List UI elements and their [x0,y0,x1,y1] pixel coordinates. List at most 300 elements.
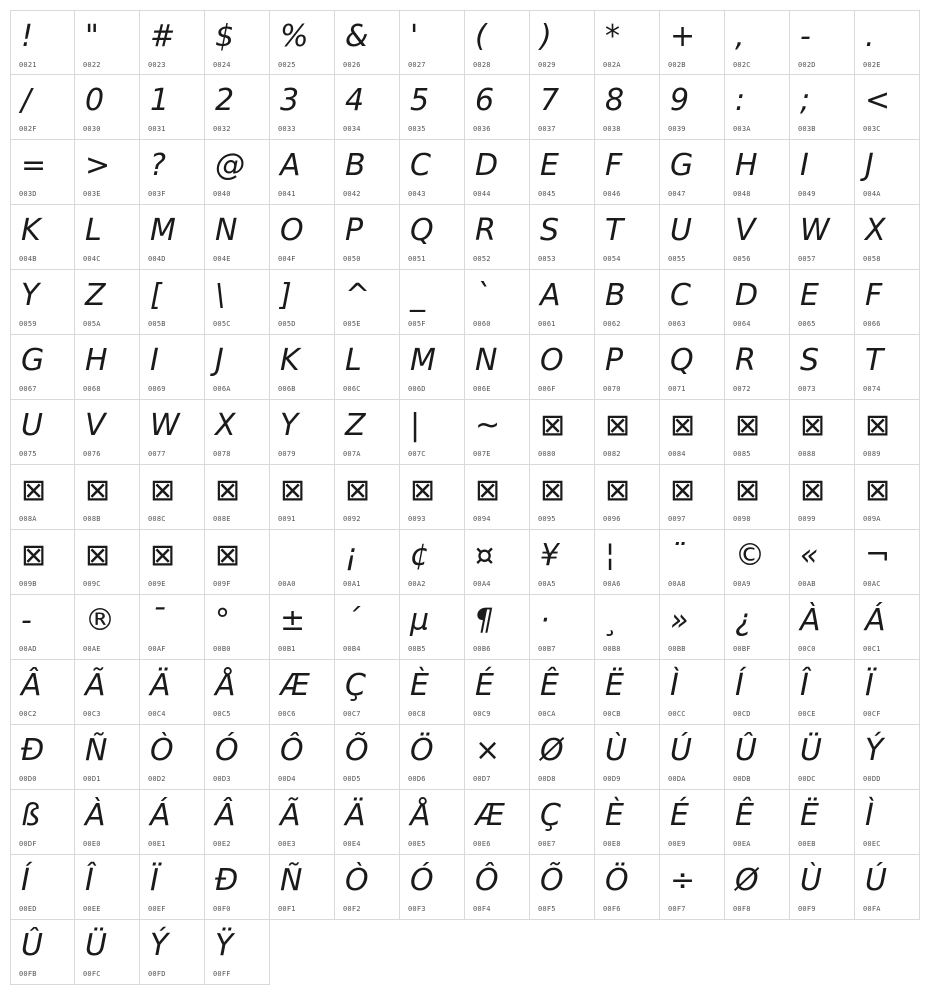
glyph-codepoint-label: 0070 [603,385,621,393]
glyph-codepoint-label: 0065 [798,320,816,328]
glyph-cell [400,400,465,465]
glyph-cell [660,140,725,205]
glyph-character: ± [280,603,306,638]
glyph-codepoint-label: 00E0 [83,840,101,848]
glyph-codepoint-label: 00CE [798,710,816,718]
glyph-character: Ô [280,733,304,768]
glyph-character: Ó [215,733,239,768]
glyph-cell [790,270,855,335]
glyph-codepoint-label: 00C2 [19,710,37,718]
glyph-codepoint-label: 00D5 [343,775,361,783]
glyph-cell [790,335,855,400]
glyph-character: ⊠ [800,408,826,443]
glyph-codepoint-label: 0025 [278,61,296,69]
glyph-cell [725,140,790,205]
glyph-character: ⊠ [215,538,241,573]
glyph-character: Ô [475,863,499,898]
glyph-character: ( [475,19,487,54]
glyph-cell [75,595,140,660]
glyph-character: ` [475,278,490,313]
glyph-cell [530,530,595,595]
glyph-character: 3 [280,83,300,118]
glyph-character: ⊠ [865,473,891,508]
glyph-cell [205,75,270,140]
glyph-character: Ä [150,668,171,703]
glyph-cell [595,855,660,920]
glyph-cell [270,140,335,205]
glyph-cell [140,920,205,985]
glyph-character: ´ [345,603,360,638]
glyph-cell [530,790,595,855]
glyph-codepoint-label: 00CF [863,710,881,718]
glyph-character: I [150,343,159,378]
glyph-character: ⊠ [21,473,47,508]
glyph-character: * [605,19,620,54]
glyph-codepoint-label: 00CD [733,710,751,718]
glyph-character: L [85,213,102,248]
glyph-cell [400,140,465,205]
glyph-character: 5 [410,83,430,118]
glyph-cell [140,205,205,270]
glyph-codepoint-label: 0056 [733,255,751,263]
glyph-cell [465,530,530,595]
glyph-cell [725,335,790,400]
glyph-codepoint-label: 0032 [213,125,231,133]
glyph-character: Î [85,863,94,898]
glyph-character: Ú [865,863,887,898]
glyph-codepoint-label: 0037 [538,125,556,133]
glyph-codepoint-label: 0054 [603,255,621,263]
glyph-cell [595,270,660,335]
glyph-cell [530,725,595,790]
glyph-cell [335,10,400,75]
glyph-cell [75,660,140,725]
glyph-character: Ú [670,733,692,768]
glyph-codepoint-label: 008C [148,515,166,523]
glyph-cell [205,465,270,530]
glyph-cell [530,855,595,920]
glyph-codepoint-label: 009F [213,580,231,588]
glyph-codepoint-label: 00E4 [343,840,361,848]
glyph-character: N [215,213,238,248]
glyph-character: Ì [865,798,874,833]
glyph-cell [205,140,270,205]
glyph-codepoint-label: 00B0 [213,645,231,653]
glyph-character: E [540,148,559,183]
glyph-cell [10,270,75,335]
glyph-codepoint-label: 0098 [733,515,751,523]
glyph-character: » [670,603,689,638]
glyph-character: Ù [800,863,822,898]
glyph-character: B [345,148,366,183]
glyph-character: I [800,148,809,183]
glyph-codepoint-label: 00AF [148,645,166,653]
glyph-codepoint-label: 0073 [798,385,816,393]
glyph-character: ! [21,19,34,54]
glyph-cell [270,205,335,270]
glyph-codepoint-label: 0078 [213,450,231,458]
glyph-cell [465,335,530,400]
glyph-cell [75,920,140,985]
glyph-cell [595,790,660,855]
glyph-cell [205,725,270,790]
glyph-character: Å [410,798,431,833]
glyph-character: R [475,213,496,248]
glyph-character: Ï [865,668,874,703]
glyph-codepoint-label: 006D [408,385,426,393]
glyph-cell [400,790,465,855]
glyph-codepoint-label: 0089 [863,450,881,458]
glyph-character: ⊠ [540,408,566,443]
glyph-character: ⊠ [540,473,566,508]
glyph-character: Î [800,668,809,703]
glyph-cell [270,75,335,140]
glyph-character: F [865,278,883,313]
glyph-character: ⊠ [150,473,176,508]
glyph-character: Ø [735,863,759,898]
glyph-codepoint-label: 0026 [343,61,361,69]
glyph-cell [790,400,855,465]
glyph-character: U [21,408,43,443]
glyph-cell [10,75,75,140]
glyph-character: À [800,603,821,638]
glyph-character: + [670,19,696,54]
glyph-character: M [410,343,436,378]
glyph-cell [270,335,335,400]
glyph-character: © [735,538,765,573]
glyph-codepoint-label: 00B1 [278,645,296,653]
glyph-character: ¤ [475,538,495,573]
glyph-character: Ð [21,733,45,768]
glyph-cell [660,400,725,465]
glyph-character: Õ [540,863,564,898]
glyph-codepoint-label: 008A [19,515,37,523]
glyph-codepoint-label: 0091 [278,515,296,523]
glyph-cell [725,465,790,530]
glyph-character: Ü [85,928,107,963]
glyph-character: \ [215,278,226,313]
glyph-character: Ã [280,798,301,833]
glyph-codepoint-label: 00C0 [798,645,816,653]
glyph-codepoint-label: 00D1 [83,775,101,783]
glyph-cell [790,205,855,270]
glyph-cell [400,855,465,920]
glyph-cell [10,530,75,595]
glyph-codepoint-label: 00EC [863,840,881,848]
glyph-character: Á [150,798,171,833]
glyph-cell [725,595,790,660]
glyph-cell [10,725,75,790]
glyph-codepoint-label: 0064 [733,320,751,328]
glyph-codepoint-label: 00DA [668,775,686,783]
glyph-codepoint-label: 00C1 [863,645,881,653]
glyph-character: 9 [670,83,690,118]
glyph-codepoint-label: 0088 [798,450,816,458]
glyph-cell [855,660,920,725]
glyph-cell [400,595,465,660]
glyph-codepoint-label: 00DD [863,775,881,783]
glyph-character: % [280,19,309,54]
glyph-character: Â [21,668,42,703]
glyph-character: ⊠ [215,473,241,508]
glyph-cell [335,270,400,335]
glyph-cell [660,725,725,790]
glyph-codepoint-label: 00F1 [278,905,296,913]
glyph-codepoint-label: 0022 [83,61,101,69]
glyph-cell [205,855,270,920]
glyph-cell [270,725,335,790]
glyph-character: Æ [475,798,505,833]
glyph-cell [790,530,855,595]
glyph-cell [790,75,855,140]
glyph-character: 0 [85,83,105,118]
glyph-codepoint-label: 00FA [863,905,881,913]
glyph-codepoint-label: 0095 [538,515,556,523]
glyph-character: « [800,538,819,573]
glyph-codepoint-label: 004B [19,255,37,263]
glyph-character: µ [410,603,430,638]
glyph-codepoint-label: 00AD [19,645,37,653]
glyph-character: Ä [345,798,366,833]
glyph-character: " [85,19,99,54]
glyph-cell [10,10,75,75]
glyph-cell [595,725,660,790]
glyph-codepoint-label: 0084 [668,450,686,458]
glyph-character: J [215,343,224,378]
glyph-cell [595,205,660,270]
glyph-character: Å [215,668,236,703]
glyph-codepoint-label: 00A8 [668,580,686,588]
glyph-character: ~ [475,408,501,443]
glyph-character: W [800,213,830,248]
glyph-character: 8 [605,83,625,118]
glyph-cell [465,595,530,660]
glyph-cell [270,10,335,75]
glyph-codepoint-label: 00F2 [343,905,361,913]
glyph-cell [335,400,400,465]
glyph-character: ⊠ [475,473,501,508]
glyph-character: C [410,148,431,183]
glyph-character: Y [21,278,40,313]
glyph-codepoint-label: 0068 [83,385,101,393]
glyph-character: Ã [85,668,106,703]
glyph-codepoint-label: 00D2 [148,775,166,783]
glyph-character: B [605,278,626,313]
glyph-character: ¨ [670,538,685,573]
glyph-codepoint-label: 00E1 [148,840,166,848]
glyph-character: Q [670,343,694,378]
glyph-cell [205,10,270,75]
glyph-character: ¥ [540,538,560,573]
glyph-cell [855,400,920,465]
glyph-cell [335,140,400,205]
glyph-cell [660,205,725,270]
glyph-cell [75,725,140,790]
glyph-cell [530,205,595,270]
glyph-cell [855,465,920,530]
glyph-cell [595,140,660,205]
glyph-character: Í [735,668,744,703]
glyph-character: ¶ [475,603,495,638]
glyph-codepoint-label: 00FF [213,970,231,978]
glyph-cell [660,465,725,530]
glyph-codepoint-label: 00A6 [603,580,621,588]
glyph-codepoint-label: 00DB [733,775,751,783]
glyph-codepoint-label: 00BB [668,645,686,653]
glyph-cell [10,790,75,855]
glyph-character: Ö [605,863,629,898]
glyph-cell [725,855,790,920]
glyph-codepoint-label: 003A [733,125,751,133]
glyph-character: È [605,798,624,833]
glyph-codepoint-label: 007C [408,450,426,458]
glyph-character: É [670,798,689,833]
glyph-cell [335,855,400,920]
glyph-codepoint-label: 00FB [19,970,37,978]
glyph-character: ® [85,603,115,638]
glyph-character: Û [735,733,757,768]
glyph-cell [595,595,660,660]
glyph-codepoint-label: 00F5 [538,905,556,913]
glyph-codepoint-label: 00E3 [278,840,296,848]
glyph-cell [595,10,660,75]
glyph-cell [400,465,465,530]
glyph-cell [790,725,855,790]
glyph-cell [75,855,140,920]
glyph-codepoint-label: 002B [668,61,686,69]
glyph-cell [530,140,595,205]
glyph-cell [725,530,790,595]
glyph-codepoint-label: 00CB [603,710,621,718]
glyph-character: ⊠ [345,473,371,508]
glyph-codepoint-label: 00FD [148,970,166,978]
glyph-character: Ï [150,863,159,898]
glyph-codepoint-label: 0035 [408,125,426,133]
glyph-codepoint-label: 0030 [83,125,101,133]
glyph-cell [10,855,75,920]
glyph-codepoint-label: 0069 [148,385,166,393]
glyph-cell [530,270,595,335]
glyph-character: Ì [670,668,679,703]
glyph-cell [790,140,855,205]
glyph-cell [400,10,465,75]
glyph-cell [400,660,465,725]
glyph-character: ⊠ [605,408,631,443]
glyph-character: < [865,83,891,118]
glyph-character: T [865,343,884,378]
glyph-character: D [475,148,499,183]
glyph-cell [530,10,595,75]
glyph-character: Ñ [85,733,108,768]
glyph-codepoint-label: 0071 [668,385,686,393]
glyph-character: É [475,668,494,703]
glyph-character: ¬ [865,538,891,573]
glyph-character: U [670,213,692,248]
glyph-character: Z [345,408,366,443]
glyph-character: Á [865,603,886,638]
glyph-codepoint-label: 0028 [473,61,491,69]
glyph-character: Ó [410,863,434,898]
glyph-codepoint-label: 00D9 [603,775,621,783]
glyph-character: H [85,343,108,378]
glyph-character: N [475,343,498,378]
glyph-codepoint-label: 0066 [863,320,881,328]
glyph-character: ) [540,19,552,54]
glyph-cell [790,10,855,75]
glyph-codepoint-label: 005A [83,320,101,328]
glyph-cell [465,725,530,790]
glyph-codepoint-label: 00E7 [538,840,556,848]
glyph-character: J [865,148,874,183]
glyph-character: ¯ [150,603,165,638]
glyph-character: 1 [150,83,170,118]
glyph-codepoint-label: 005E [343,320,361,328]
glyph-character: Y [280,408,299,443]
glyph-character: E [800,278,819,313]
glyph-cell [10,140,75,205]
glyph-codepoint-label: 004D [148,255,166,263]
glyph-codepoint-label: 00C9 [473,710,491,718]
glyph-character: 6 [475,83,495,118]
glyph-codepoint-label: 00E2 [213,840,231,848]
glyph-character: A [540,278,561,313]
glyph-cell [75,400,140,465]
glyph-codepoint-label: 0059 [19,320,37,328]
glyph-codepoint-label: 00D7 [473,775,491,783]
glyph-codepoint-label: 0099 [798,515,816,523]
glyph-cell [10,465,75,530]
glyph-cell [140,660,205,725]
glyph-codepoint-label: 0058 [863,255,881,263]
glyph-cell [75,205,140,270]
glyph-character: Q [410,213,434,248]
glyph-cell [660,855,725,920]
glyph-character: G [21,343,45,378]
glyph-codepoint-label: 00F9 [798,905,816,913]
glyph-character: O [540,343,564,378]
glyph-cell [270,790,335,855]
glyph-cell [75,530,140,595]
glyph-codepoint-label: 00D6 [408,775,426,783]
glyph-codepoint-label: 0082 [603,450,621,458]
glyph-character: Ü [800,733,822,768]
glyph-codepoint-label: 00B5 [408,645,426,653]
glyph-cell [10,595,75,660]
glyph-cell [335,465,400,530]
glyph-character: Ý [150,928,169,963]
glyph-cell [205,530,270,595]
glyph-character: × [475,733,501,768]
glyph-cell [725,270,790,335]
glyph-cell [335,595,400,660]
glyph-character: Â [215,798,236,833]
glyph-codepoint-label: 0040 [213,190,231,198]
glyph-character: Z [85,278,106,313]
glyph-character: R [735,343,756,378]
glyph-codepoint-label: 00A9 [733,580,751,588]
glyph-character: & [345,19,369,54]
glyph-codepoint-label: 0072 [733,385,751,393]
glyph-codepoint-label: 007E [473,450,491,458]
glyph-cell [140,10,205,75]
glyph-cell [270,855,335,920]
glyph-codepoint-label: 0075 [19,450,37,458]
glyph-character: ⊠ [410,473,436,508]
glyph-codepoint-label: 002E [863,61,881,69]
glyph-codepoint-label: 00F3 [408,905,426,913]
glyph-cell [855,270,920,335]
glyph-cell [75,335,140,400]
